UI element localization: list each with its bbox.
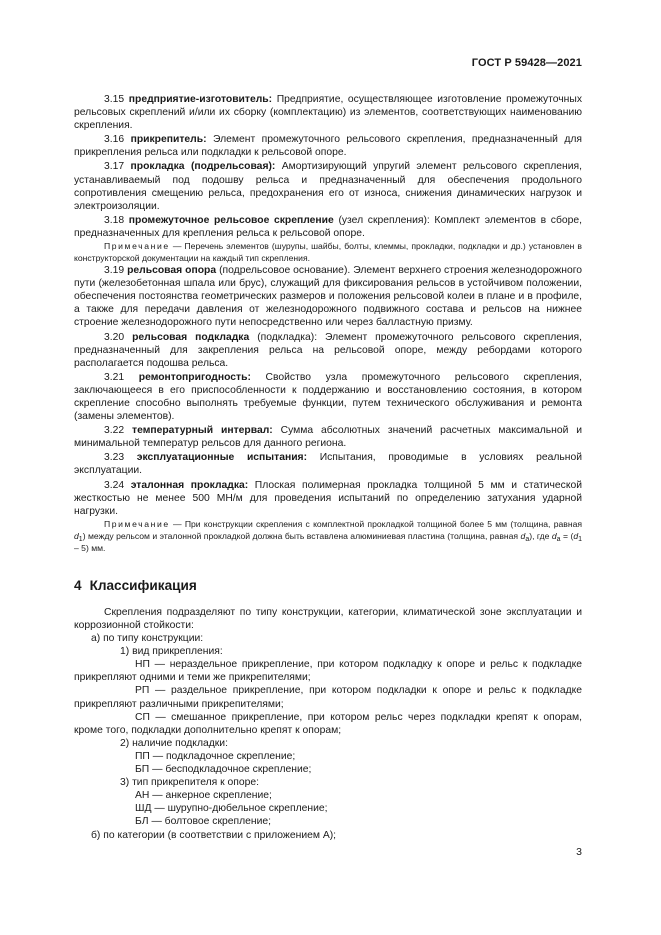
- entry-number: 3.23: [104, 452, 125, 464]
- note-label: Примечание: [104, 241, 170, 252]
- term: рельсовая подкладка: [132, 331, 250, 343]
- definition-text: Испытания, проводимые в условиях реальной эксплуатации.: [74, 452, 583, 477]
- definition-text: Плоская полимерная прокладка толщиной 5 мм и статической жесткостью не менее 500 МН/м для проведения испытаний по определению затухания ударной нагрузки.: [74, 479, 582, 517]
- definition-3-24: [74, 479, 582, 518]
- definition-3-23: [74, 451, 582, 477]
- list-item: БП — бесподкладочное скрепление;: [135, 764, 312, 776]
- term: прикрепитель:: [130, 134, 207, 146]
- definition-text: Предприятие, осуществляющее изготовление промежуточных рельсовых скреплений и/или их сборку (комплектацию) из элементов, соответствующих наименованию скрепления.: [74, 94, 583, 132]
- section-title: Классификация: [89, 577, 197, 593]
- var-d: d: [520, 530, 526, 541]
- list-item: НП — нераздельное прикрепление, при котором подкладку к опоре и рельс к подкладке прикрепляют одними и теми же прикрепителями;: [74, 659, 582, 684]
- definition-3-19: [74, 264, 582, 329]
- term: ремонтопригодность:: [138, 371, 251, 383]
- list-item: ШД — шурупно-дюбельное скрепление;: [135, 803, 328, 815]
- page-number: 3: [576, 846, 582, 858]
- standard-code: ГОСТ Р 59428—2021: [471, 57, 582, 69]
- entry-number: 3.16: [104, 134, 125, 146]
- subscript-a: a: [556, 535, 561, 543]
- var-d: d: [74, 530, 79, 541]
- entry-number: 3.17: [104, 161, 125, 173]
- definition-3-17: [74, 160, 582, 212]
- subscript-a: a: [525, 535, 530, 543]
- term: эталонная прокладка:: [130, 479, 249, 491]
- list-item: 3) тип прикрепителя к опоре:: [120, 777, 260, 789]
- note-text: ) между рельсом и эталонной прокладкой должна быть вставлена алюминиевая пластина (толщина, равная: [82, 530, 521, 541]
- list-item: а) по типу конструкции:: [91, 633, 204, 645]
- definition-text: (подкладка): Элемент промежуточного рельсового скрепления, предназначенный для закрепления рельса на рельсовой опоре, между ребордами которого располагается подошва рельса.: [74, 331, 583, 369]
- list-item: б) по категории (в соответствии с приложением А);: [91, 829, 337, 841]
- definition-text: Элемент промежуточного рельсового скрепления, предназначенный для прикрепления рельса или подкладки к рельсовой опоре.: [74, 134, 583, 159]
- entry-number: 3.21: [104, 371, 125, 383]
- definition-3-15: [74, 93, 582, 132]
- section-heading: [74, 579, 582, 592]
- note-text: — Перечень элементов (шурупы, шайбы, болты, клеммы, прокладки, подкладки и др.) установлен в конструкторской документации на каждый тип скрепления.: [74, 241, 582, 264]
- list-item: АН — анкерное скрепление;: [135, 790, 272, 802]
- list-item: БЛ — болтовое скрепление;: [135, 816, 271, 828]
- entry-number: 3.18: [104, 214, 125, 226]
- definition-3-21: [74, 371, 582, 423]
- list-item: РП — раздельное прикрепление, при котором подкладки к опоре и рельс к подкладке прикрепляют различными прикрепителями;: [74, 685, 582, 710]
- term: эксплуатационные испытания:: [136, 452, 308, 464]
- term: прокладка (подрельсовая):: [130, 161, 276, 173]
- list-item: СП — смешанное прикрепление, при котором рельс через подкладки крепят к опорам, кроме того, подкладки дополнительно крепят к опорам;: [74, 711, 582, 736]
- definition-3-18: [74, 214, 582, 240]
- var-d: d: [573, 530, 579, 541]
- note-1: [74, 240, 582, 264]
- definition-text: Сумма абсолютных значений расчетных максимальной и минимальной температур рельсов для данного региона.: [74, 425, 583, 450]
- definition-3-22: [74, 424, 582, 450]
- subscript-1: 1: [578, 535, 583, 543]
- section-intro: Скрепления подразделяют по типу конструкции, категории, климатической зоне эксплуатации и коррозионной стойкости:: [74, 606, 582, 631]
- entry-number: 3.24: [104, 479, 125, 491]
- note-text: ), где: [529, 530, 552, 541]
- term: промежуточное рельсовое скрепление: [128, 214, 334, 226]
- note-text: – 5) мм.: [74, 542, 106, 553]
- term: температурный интервал:: [132, 425, 273, 437]
- definition-3-16: [74, 133, 582, 159]
- entry-number: 3.15: [104, 94, 125, 105]
- document-body: [74, 93, 582, 842]
- list-item: ПП — подкладочное скрепление;: [135, 750, 296, 762]
- note-label: Примечание: [104, 518, 170, 529]
- note-2: [74, 518, 582, 554]
- section-number: 4: [74, 577, 82, 593]
- definition-text: Амортизирующий упругий элемент рельсового скрепления, устанавливаемый под подошву рельса и предназначенный для обеспечения продольного сопротивления смещению рельса, предохранения его от износа, снижения динамических нагрузок и электроизоляции.: [74, 161, 583, 212]
- list-item: 1) вид прикрепления:: [120, 646, 223, 658]
- entry-number: 3.20: [104, 331, 125, 343]
- definition-text: Свойство узла промежуточного рельсового скрепления, заключающееся в его приспособленности к поддержанию и восстановлению состояния, в котором скрепление способно выполнять требуемые функции, путем технического обслуживания и ремонта (замены элементов).: [74, 371, 582, 423]
- var-d: d: [551, 530, 557, 541]
- note-text: — При конструкции скрепления с комплектной прокладкой толщиной более 5 мм (толщина, равная: [169, 518, 582, 529]
- subscript-1: 1: [78, 535, 83, 543]
- note-text: = (: [560, 530, 574, 541]
- entry-number: 3.22: [104, 425, 125, 437]
- definition-text: (подрельсовое основание). Элемент верхнего строения железнодорожного пути (железобетонная шпала или брус), служащий для фиксирования рельсов в устойчивом положении, обеспечения постоянства геометрических размеров и положения рельсовой колеи в плане и в профиле, а также для передачи давления от железнодорожного подвижного состава и рельсов на нижнее строение железнодорожного пути непосредственно или через балластную призму.: [74, 265, 583, 329]
- definition-3-20: [74, 331, 582, 370]
- entry-number: 3.19: [104, 265, 125, 277]
- term: рельсовая опора: [127, 265, 217, 277]
- list-item: 2) наличие подкладки:: [120, 737, 228, 749]
- definition-text: (узел скрепления): Комплект элементов в сборе, предназначенных для крепления рельса к рельсовой опоре.: [74, 214, 583, 239]
- term: предприятие-изготовитель:: [128, 94, 273, 105]
